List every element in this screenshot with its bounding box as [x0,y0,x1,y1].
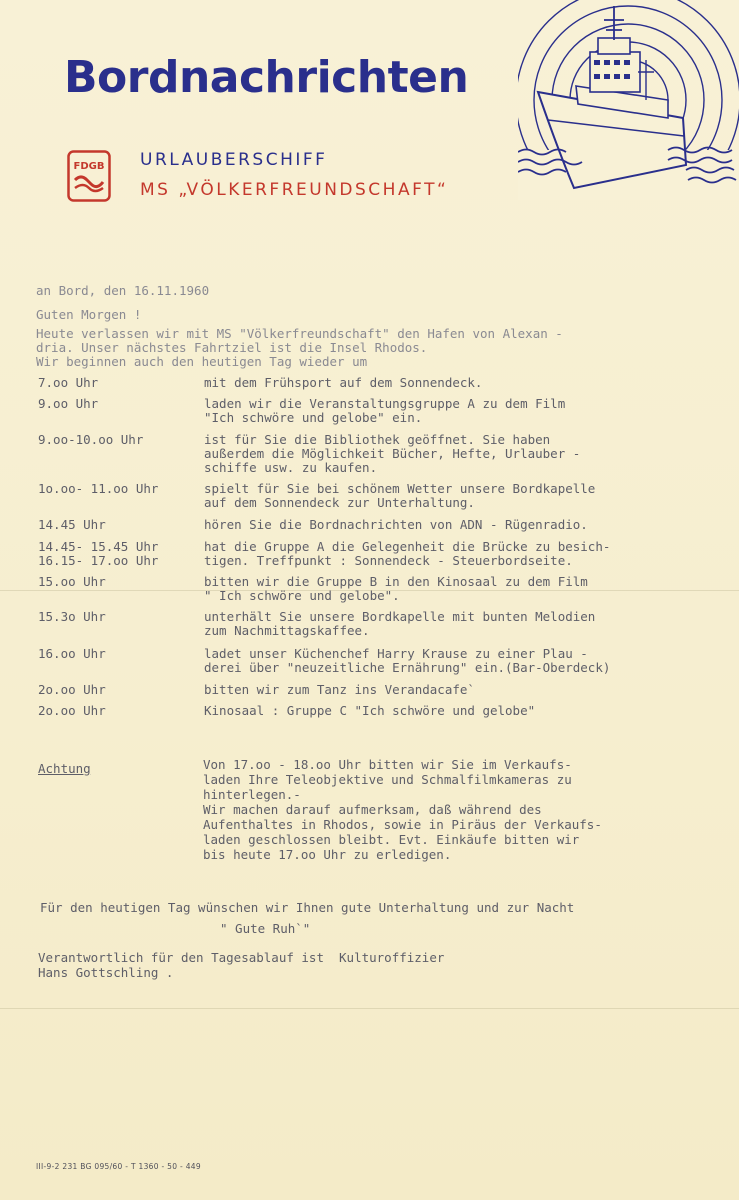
intro-line: Wir beginnen auch den heutigen Tag wieder um [36,354,368,369]
schedule-description: ist für Sie die Bibliothek geöffnet. Sie haben [204,432,551,447]
paper-fold-line [0,1008,739,1009]
schedule-time: 2o.oo Uhr [38,682,106,697]
schedule-description: "Ich schwöre und gelobe" ein. [204,410,423,425]
schedule-description: bitten wir zum Tanz ins Verandacafe` [204,682,475,697]
letterhead-ship-name: MS „VÖLKERFREUNDSCHAFT“ [140,180,449,200]
notice-line: Von 17.oo - 18.oo Uhr bitten wir Sie im Verkaufs- [203,757,572,772]
schedule-time: 9.oo-10.oo Uhr [38,432,144,447]
schedule-description: ladet unser Küchenchef Harry Krause zu einer Plau - [204,646,588,661]
schedule-description: hören Sie die Bordnachrichten von ADN - Rügenradio. [204,517,588,532]
date-line: an Bord, den 16.11.1960 [36,283,210,298]
schedule-description: bitten wir die Gruppe B in den Kinosaal zu dem Film [204,574,588,589]
schedule-time: 14.45- 15.45 Uhr 16.15- 17.oo Uhr [38,539,159,568]
schedule-time: 7.oo Uhr [38,375,99,390]
schedule-description: unterhält Sie unsere Bordkapelle mit bunten Melodien [204,609,596,624]
greeting: Guten Morgen ! [36,307,142,322]
schedule-description: spielt für Sie bei schönem Wetter unsere Bordkapelle [204,481,596,496]
schedule-time: 1o.oo- 11.oo Uhr [38,481,159,496]
print-code: III-9-2 231 BG 095/60 - T 1360 - 50 - 449 [36,1162,201,1171]
letterhead-title: Bordnachrichten [64,52,469,103]
closing-line: Für den heutigen Tag wünschen wir Ihnen gute Unterhaltung und zur Nacht [40,900,575,915]
notice-line: bis heute 17.oo Uhr zu erledigen. [203,847,452,862]
notice-line: Aufenthaltes in Rhodos, sowie in Piräus der Verkaufs- [203,817,602,832]
responsible-name: Hans Gottschling . [38,965,174,980]
schedule-description: schiffe usw. zu kaufen. [204,460,378,475]
schedule-description: " Ich schwöre und gelobe". [204,588,400,603]
schedule-time: 15.oo Uhr [38,574,106,589]
responsible-line: Verantwortlich für den Tagesablauf ist Kulturoffizier [38,950,445,965]
schedule-description: zum Nachmittagskaffee. [204,623,370,638]
schedule-description: hat die Gruppe A die Gelegenheit die Brücke zu besich- [204,539,611,554]
closing-wish: " Gute Ruh`" [220,921,311,936]
letterhead-ship-type: URLAUBERSCHIFF [140,150,328,170]
schedule-time: 2o.oo Uhr [38,703,106,718]
notice-line: hinterlegen.- [203,787,301,802]
schedule-time: 14.45 Uhr [38,517,106,532]
notice-line: laden Ihre Teleobjektive und Schmalfilmkameras zu [203,772,572,787]
schedule-time: 9.oo Uhr [38,396,99,411]
schedule-description: außerdem die Möglichkeit Bücher, Hefte, Urlauber - [204,446,581,461]
schedule-description: Kinosaal : Gruppe C "Ich schwöre und gelobe" [204,703,536,718]
intro-line: Heute verlassen wir mit MS "Völkerfreundschaft" den Hafen von Alexan - [36,326,563,341]
ship-illustration [518,0,739,200]
schedule-description: laden wir die Veranstaltungsgruppe A zu dem Film [204,396,566,411]
logo-text: FDGB [73,161,105,172]
schedule-description: auf dem Sonnendeck zur Unterhaltung. [204,495,475,510]
schedule-time: 16.oo Uhr [38,646,106,661]
notice-label: Achtung [38,761,91,776]
intro-line: dria. Unser nächstes Fahrtziel ist die Insel Rhodos. [36,340,428,355]
fdgb-logo [67,150,111,202]
schedule-description: tigen. Treffpunkt : Sonnendeck - Steuerbordseite. [204,553,573,568]
notice-line: laden geschlossen bleibt. Evt. Einkäufe bitten wir [203,832,580,847]
schedule-description: derei über "neuzeitliche Ernährung" ein.(Bar-Oberdeck) [204,660,611,675]
notice-line: Wir machen darauf aufmerksam, daß während des [203,802,542,817]
schedule-time: 15.3o Uhr [38,609,106,624]
schedule-description: mit dem Frühsport auf dem Sonnendeck. [204,375,483,390]
